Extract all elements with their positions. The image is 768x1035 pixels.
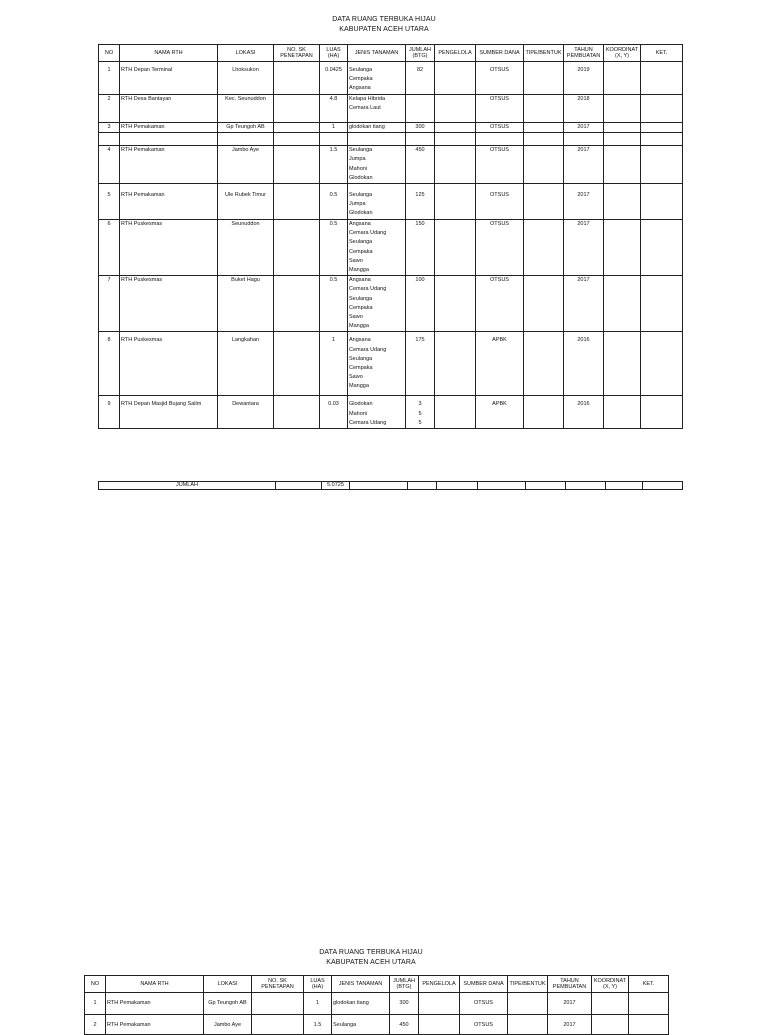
cell-nama: RTH Puskesmas: [120, 220, 218, 276]
cell-jenis-line: Seulanga: [349, 147, 373, 154]
cell-tahun: 2017: [564, 276, 604, 332]
cell-sk: [274, 95, 320, 123]
rth-table-page2: [84, 975, 669, 1035]
page2-title-line-2: KABUPATEN ACEH UTARA: [326, 959, 416, 966]
empty-cell: [274, 133, 320, 146]
cell-koordinat: [604, 123, 641, 133]
cell-ket: [641, 146, 683, 184]
cell-nama: RTH Pemakaman: [106, 1015, 204, 1035]
table-row: [99, 220, 683, 276]
cell-jumlah-line: 300: [415, 124, 425, 130]
cell-jenis-line: Cemara Udang: [349, 346, 387, 353]
cell-sk: [274, 123, 320, 133]
cell-jenis-line: Mangga: [349, 323, 369, 330]
cell-nama: RTH Puskesmas: [120, 276, 218, 332]
cell-nama: RTH Desa Bantayan: [120, 95, 218, 123]
table-header-row: [99, 45, 683, 62]
cell-tipe: [524, 396, 564, 429]
cell-luas: 1: [320, 123, 348, 133]
cell-jumlah-line: 450: [399, 1022, 409, 1028]
cell-tipe: [508, 1015, 548, 1035]
cell-no: 6: [99, 220, 120, 276]
cell-jenis-line: Cempaka: [349, 248, 373, 255]
cell-luas: 0.0425: [320, 62, 348, 95]
cell-jenis: [348, 276, 406, 332]
cell-tahun: 2017: [564, 146, 604, 184]
cell-jumlah-line: 5: [418, 419, 422, 426]
page-title: [0, 15, 768, 35]
empty-cell: [320, 133, 348, 146]
cell-jenis-line: Jumpa: [349, 201, 366, 208]
cell-tahun: 2018: [564, 95, 604, 123]
header-tahun: TAHUN PEMBUATAN: [548, 976, 592, 993]
cell-pengelola: [435, 62, 476, 95]
cell-lokasi: Jambo Aye: [204, 1015, 252, 1035]
header-ket: KET.: [641, 45, 683, 62]
cell-jenis-line: Angsana: [349, 337, 371, 344]
cell-jumlah-line: 150: [415, 221, 425, 228]
cell-no: 2: [99, 95, 120, 123]
cell-ket: [641, 123, 683, 133]
cell-sk: [274, 220, 320, 276]
cell-sk: [274, 396, 320, 429]
cell-sumber: OTSUS: [476, 276, 524, 332]
cell-luas: 0.5: [320, 220, 348, 276]
empty-cell: [348, 133, 406, 146]
cell-no: 1: [99, 62, 120, 95]
cell-no: 4: [99, 146, 120, 184]
cell-sk: [274, 184, 320, 220]
table-row: [99, 332, 683, 396]
cell-jumlah-line: 450: [415, 147, 425, 154]
cell-jenis-line: Mangga: [349, 267, 369, 274]
cell-tipe: [524, 95, 564, 123]
cell-tipe: [524, 123, 564, 133]
cell-nama: RTH Pemakaman: [120, 123, 218, 133]
cell-pengelola: [435, 396, 476, 429]
cell-pengelola: [435, 184, 476, 220]
cell-tahun: 2017: [564, 184, 604, 220]
cell-jumlah-line: 5: [418, 410, 422, 417]
header-koordinat: KOORDINAT (X, Y): [592, 976, 629, 993]
cell-nama: RTH Puskesmas: [120, 332, 218, 396]
header-pengelola: PENGELOLA: [419, 976, 460, 993]
header-jumlah: JUMLAH (BTG): [390, 976, 419, 993]
cell-tahun: 2017: [548, 1015, 592, 1035]
cell-jumlah: [406, 396, 435, 429]
cell-ket: [641, 396, 683, 429]
cell-tipe: [524, 332, 564, 396]
cell-jenis-line: Seulanga: [349, 355, 373, 362]
cell-sumber: APBK: [476, 332, 524, 396]
table-row: [85, 1015, 669, 1035]
cell-luas: 0.03: [320, 396, 348, 429]
cell-luas: 1.5: [304, 1015, 332, 1035]
empty-cell: [476, 133, 524, 146]
table-row: [85, 993, 669, 1015]
cell-lokasi: Gp Teungoh AB: [204, 993, 252, 1015]
cell-koordinat: [604, 184, 641, 220]
cell-lokasi: Buket Hagu: [218, 276, 274, 332]
cell-no: 9: [99, 396, 120, 429]
cell-pengelola: [435, 123, 476, 133]
cell-tahun: 2017: [564, 123, 604, 133]
cell-jenis-line: Seulanga: [349, 192, 373, 199]
cell-koordinat: [604, 396, 641, 429]
cell-tahun: 2016: [564, 396, 604, 429]
cell-jenis-line: Cempaka: [349, 304, 373, 311]
total-cell: [276, 482, 322, 490]
cell-jenis: [348, 184, 406, 220]
cell-sumber: OTSUS: [476, 184, 524, 220]
cell-tahun: 2019: [564, 62, 604, 95]
cell-no: 7: [99, 276, 120, 332]
cell-jumlah: [406, 123, 435, 133]
cell-koordinat: [604, 62, 641, 95]
header-nama: NAMA RTH: [106, 976, 204, 993]
total-cell: [408, 482, 437, 490]
cell-sk: [252, 1015, 304, 1035]
cell-jumlah-line: 3: [418, 401, 422, 408]
cell-ket: [629, 1015, 669, 1035]
cell-koordinat: [604, 146, 641, 184]
table-row: [99, 62, 683, 95]
cell-jenis: [332, 1015, 390, 1035]
cell-lokasi: Kec. Seunuddon: [218, 95, 274, 123]
table-row: [99, 184, 683, 220]
cell-jumlah: [406, 146, 435, 184]
cell-tipe: [524, 184, 564, 220]
cell-nama: RTH Pemakaman: [120, 146, 218, 184]
cell-jenis-line: Jumpa: [349, 156, 366, 163]
cell-jumlah: [406, 276, 435, 332]
cell-jumlah-line: 100: [415, 277, 425, 284]
rth-table: [98, 44, 683, 429]
cell-jenis-line: Glodokan: [349, 401, 373, 408]
header-sk: NO. SK PENETAPAN: [274, 45, 320, 62]
cell-jenis-line: Cemara Udang: [349, 230, 387, 237]
cell-jenis-line: Angsana: [349, 85, 371, 92]
cell-jenis-line: Seulanga: [349, 239, 373, 246]
cell-jenis-line: Seulanga: [349, 295, 373, 302]
cell-jenis-line: Cempaka: [349, 365, 373, 372]
header-ket: KET.: [629, 976, 669, 993]
cell-jenis: [332, 993, 390, 1015]
cell-ket: [629, 993, 669, 1015]
cell-jenis-line: Seulanga: [349, 67, 373, 73]
cell-jumlah: [390, 1015, 419, 1035]
header-sk: NO. SK PENETAPAN: [252, 976, 304, 993]
table-row: [99, 95, 683, 123]
empty-cell: [604, 133, 641, 146]
cell-nama: RTH Pemakaman: [120, 184, 218, 220]
header-sumber: SUMBER DANA: [460, 976, 508, 993]
title-line-1: DATA RUANG TERBUKA HIJAU: [332, 16, 436, 23]
cell-jenis: [348, 123, 406, 133]
header-tipe: TIPE/BENTUK: [508, 976, 548, 993]
cell-lokasi: Ule Rubek Timur: [218, 184, 274, 220]
total-cell: [526, 482, 566, 490]
cell-ket: [641, 332, 683, 396]
cell-pengelola: [419, 993, 460, 1015]
cell-tipe: [524, 146, 564, 184]
cell-tipe: [524, 276, 564, 332]
cell-jenis-line: Sawo: [349, 257, 363, 264]
header-nama: NAMA RTH: [120, 45, 218, 62]
table-row: [99, 123, 683, 133]
cell-sumber: OTSUS: [476, 146, 524, 184]
cell-luas: 1.5: [320, 146, 348, 184]
cell-pengelola: [435, 220, 476, 276]
cell-koordinat: [604, 220, 641, 276]
cell-koordinat: [604, 332, 641, 396]
cell-jumlah: [406, 332, 435, 396]
header-luas: LUAS (HA): [320, 45, 348, 62]
cell-pengelola: [435, 146, 476, 184]
cell-jenis-line: Mangga: [349, 383, 369, 390]
cell-jenis-line: Sawo: [349, 314, 363, 321]
cell-jumlah: [406, 220, 435, 276]
cell-jenis-line: Kelapa Hibrida: [349, 96, 386, 102]
cell-koordinat: [604, 276, 641, 332]
cell-jenis-line: Angsana: [349, 277, 371, 284]
empty-cell: [435, 133, 476, 146]
cell-tipe: [524, 220, 564, 276]
cell-ket: [641, 276, 683, 332]
cell-jenis: [348, 332, 406, 396]
cell-jenis: [348, 220, 406, 276]
cell-luas: 0.5: [320, 276, 348, 332]
cell-pengelola: [435, 276, 476, 332]
cell-jenis-line: Angsana: [349, 221, 371, 228]
header-jumlah: JUMLAH (BTG): [406, 45, 435, 62]
page2-title: [0, 948, 755, 968]
empty-cell: [218, 133, 274, 146]
cell-lokasi: Jambo Aye: [218, 146, 274, 184]
cell-jenis-line: Glodokan: [349, 210, 373, 217]
cell-no: 3: [99, 123, 120, 133]
cell-no: 2: [85, 1015, 106, 1035]
total-cell: [643, 482, 683, 490]
cell-nama: RTH Depan Masjid Bujang Salim: [120, 396, 218, 429]
cell-jenis-line: glodokan tiang: [333, 1000, 369, 1006]
header-koordinat: KOORDINAT (X, Y): [604, 45, 641, 62]
empty-cell: [524, 133, 564, 146]
cell-ket: [641, 62, 683, 95]
cell-sumber: OTSUS: [476, 62, 524, 95]
cell-luas: 4.8: [320, 95, 348, 123]
cell-lokasi: Dewantara: [218, 396, 274, 429]
cell-jumlah: [406, 95, 435, 123]
cell-ket: [641, 184, 683, 220]
cell-jenis: [348, 95, 406, 123]
cell-koordinat: [592, 993, 629, 1015]
cell-jenis-line: Sawo: [349, 374, 363, 381]
cell-jenis-line: Cempaka: [349, 76, 373, 83]
header-pengelola: PENGELOLA: [435, 45, 476, 62]
header-lokasi: LOKASI: [204, 976, 252, 993]
header-tipe: TIPE/BENTUK: [524, 45, 564, 62]
cell-jumlah-line: 300: [399, 1000, 409, 1006]
cell-lokasi: Gp Teungoh AB: [218, 123, 274, 133]
header-jenis: JENIS TANAMAN: [332, 976, 390, 993]
empty-cell: [99, 133, 120, 146]
cell-pengelola: [435, 332, 476, 396]
header-jenis: JENIS TANAMAN: [348, 45, 406, 62]
cell-jenis-line: Cemara Udang: [349, 286, 387, 293]
cell-sumber: OTSUS: [476, 123, 524, 133]
header-sumber: SUMBER DANA: [476, 45, 524, 62]
cell-jenis-line: Cemara Udang: [349, 419, 387, 426]
cell-tipe: [508, 993, 548, 1015]
cell-tahun: 2017: [548, 993, 592, 1015]
cell-lokasi: Seunuddon: [218, 220, 274, 276]
total-table: [98, 481, 683, 490]
cell-sumber: OTSUS: [476, 95, 524, 123]
cell-lokasi: Lhoksukon: [218, 62, 274, 95]
cell-sk: [274, 276, 320, 332]
header-lokasi: LOKASI: [218, 45, 274, 62]
cell-sumber: OTSUS: [460, 993, 508, 1015]
cell-no: 1: [85, 993, 106, 1015]
cell-jenis: [348, 146, 406, 184]
cell-no: 8: [99, 332, 120, 396]
empty-cell: [120, 133, 218, 146]
cell-pengelola: [419, 1015, 460, 1035]
empty-cell: [641, 133, 683, 146]
cell-jumlah: [390, 993, 419, 1015]
cell-tipe: [524, 62, 564, 95]
cell-jumlah-line: 125: [415, 192, 425, 199]
cell-ket: [641, 95, 683, 123]
table-row: [99, 146, 683, 184]
total-cell: [437, 482, 478, 490]
table-header-row: [85, 976, 669, 993]
cell-sk: [274, 146, 320, 184]
header-tahun: TAHUN PEMBUATAN: [564, 45, 604, 62]
cell-koordinat: [604, 95, 641, 123]
cell-tahun: 2017: [564, 220, 604, 276]
cell-jenis-line: Cemara Laut: [349, 105, 381, 112]
cell-sumber: APBK: [476, 396, 524, 429]
total-label: JUMLAH: [99, 482, 276, 490]
header-no: NO: [99, 45, 120, 62]
cell-jenis-line: Seulanga: [333, 1022, 357, 1028]
cell-nama: RTH Pemakaman: [106, 993, 204, 1015]
cell-no: 5: [99, 184, 120, 220]
cell-jumlah-line: 175: [415, 337, 425, 344]
cell-sumber: OTSUS: [460, 1015, 508, 1035]
cell-sk: [252, 993, 304, 1015]
table-row-spacer: [99, 133, 683, 146]
total-cell: [566, 482, 606, 490]
table-row: [99, 396, 683, 429]
cell-sk: [274, 62, 320, 95]
empty-cell: [564, 133, 604, 146]
cell-sk: [274, 332, 320, 396]
cell-jenis-line: Mahoni: [349, 410, 368, 417]
empty-cell: [406, 133, 435, 146]
total-cell: [478, 482, 526, 490]
cell-ket: [641, 220, 683, 276]
cell-sumber: OTSUS: [476, 220, 524, 276]
header-no: NO: [85, 976, 106, 993]
cell-jumlah: [406, 62, 435, 95]
cell-tahun: 2016: [564, 332, 604, 396]
cell-koordinat: [592, 1015, 629, 1035]
cell-jenis-line: Mahoni: [349, 165, 368, 172]
cell-jenis: [348, 396, 406, 429]
cell-jenis-line: Glodokan: [349, 174, 373, 181]
header-luas: LUAS (HA): [304, 976, 332, 993]
total-row: [99, 482, 683, 490]
total-cell: [350, 482, 408, 490]
page2-title-line-1: DATA RUANG TERBUKA HIJAU: [319, 949, 423, 956]
table-row: [99, 276, 683, 332]
cell-jumlah: [406, 184, 435, 220]
cell-luas: 0.5: [320, 184, 348, 220]
total-luas: 5.0725: [322, 482, 350, 490]
cell-jumlah-line: 82: [416, 67, 424, 73]
cell-lokasi: Langkahan: [218, 332, 274, 396]
cell-jenis: [348, 62, 406, 95]
cell-jenis-line: glodokan tiang: [349, 124, 385, 130]
cell-luas: 1: [320, 332, 348, 396]
cell-pengelola: [435, 95, 476, 123]
cell-luas: 1: [304, 993, 332, 1015]
cell-nama: RTH Depan Terminal: [120, 62, 218, 95]
title-line-2: KABUPATEN ACEH UTARA: [339, 26, 429, 33]
total-cell: [606, 482, 643, 490]
